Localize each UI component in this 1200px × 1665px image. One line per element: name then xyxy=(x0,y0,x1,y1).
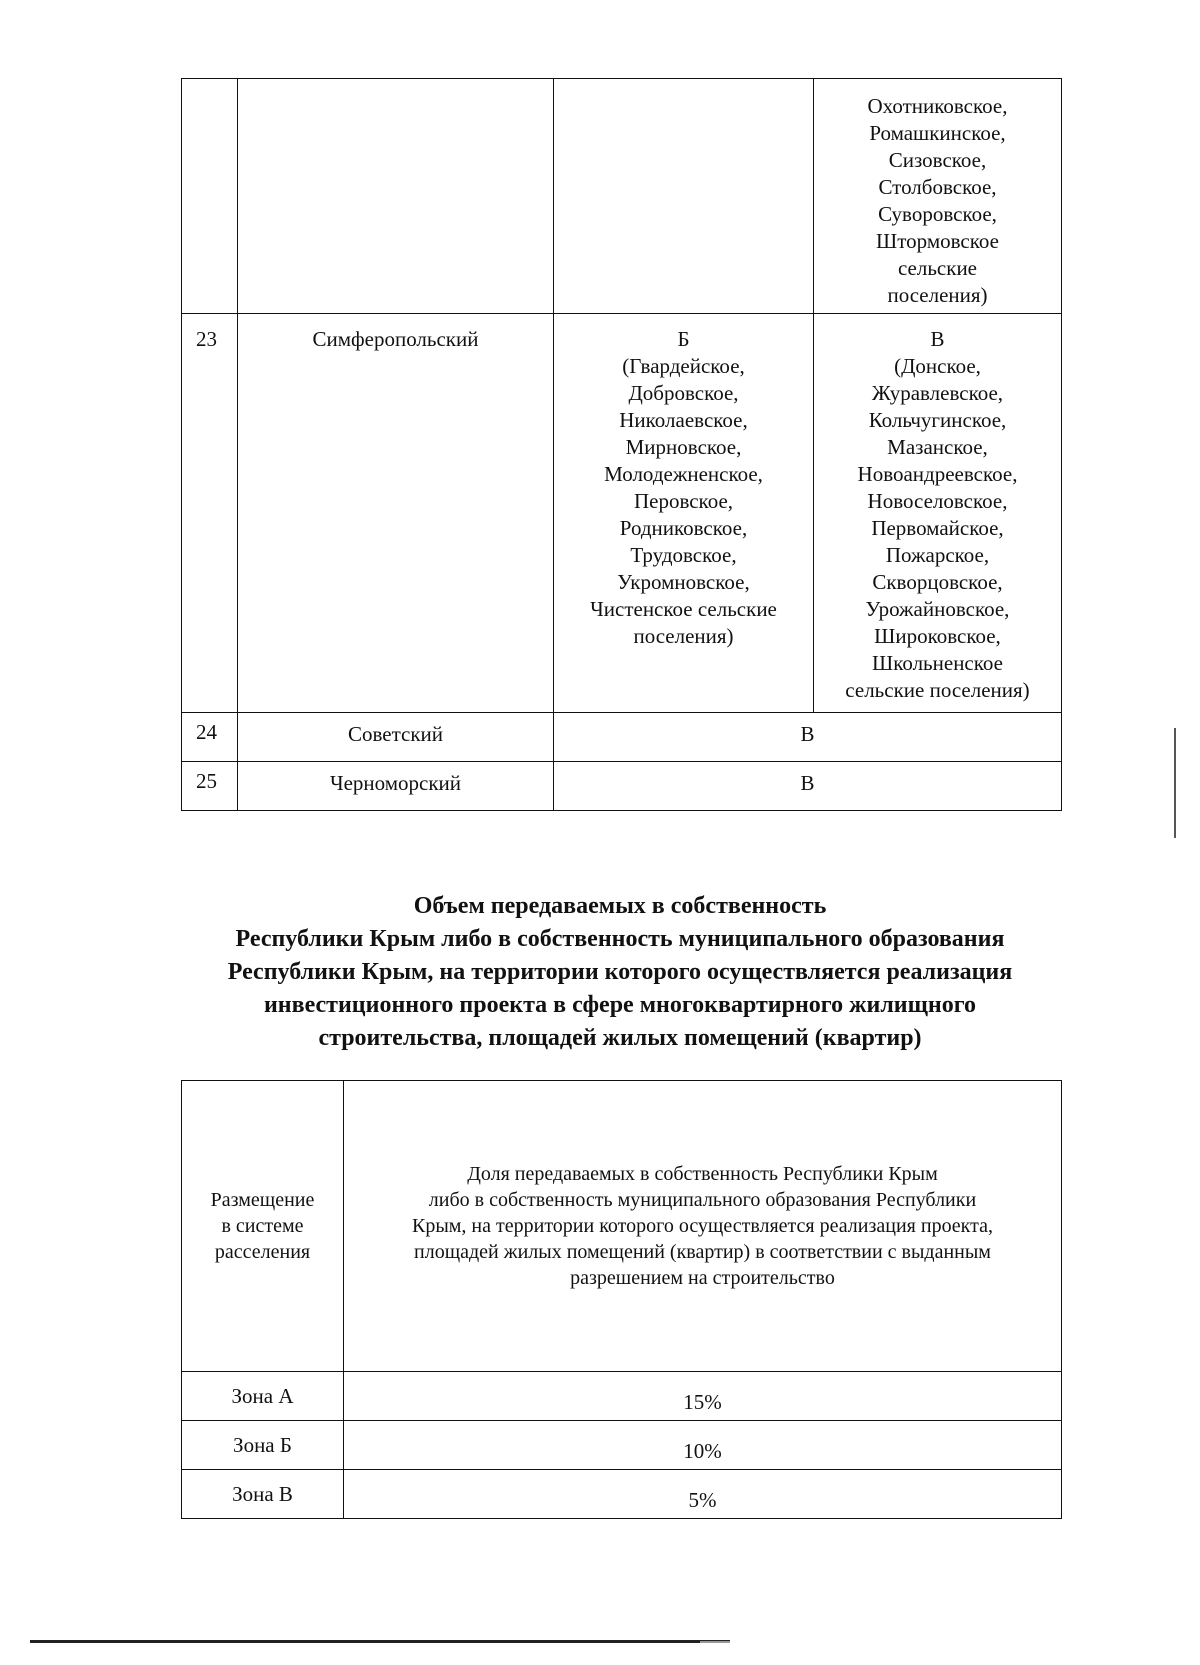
bottom-rule-tail xyxy=(700,1641,730,1643)
zone-v-list-cell xyxy=(814,314,1062,713)
header-placement xyxy=(182,1081,344,1372)
zone-name: Зона В xyxy=(182,1470,344,1519)
settlement-line: (Гвардейское, xyxy=(622,354,745,378)
settlement-line: Суворовское, xyxy=(878,202,997,226)
settlement-line: Мирновское, xyxy=(625,435,742,459)
scan-edge-mark xyxy=(1174,728,1176,838)
district-name: Симферопольский xyxy=(238,314,554,713)
settlement-line: (Донское, xyxy=(894,354,981,378)
settlement-line: Широковское, xyxy=(874,624,1001,648)
settlement-line: Ромашкинское, xyxy=(869,121,1006,145)
zone-title: Б xyxy=(677,327,690,351)
zone-title: В xyxy=(930,327,945,351)
header-line: разрешением на строительство xyxy=(570,1267,835,1289)
zone-share: 5% xyxy=(344,1470,1062,1519)
table-row xyxy=(182,1470,1062,1519)
settlement-line: Кольчугинское, xyxy=(868,408,1007,432)
table-row-23 xyxy=(182,314,1062,713)
settlement-line: Родниковское, xyxy=(619,516,748,540)
settlement-line: Укромновское, xyxy=(617,570,750,594)
heading-line: Республики Крым либо в собственность муниципального образования xyxy=(235,926,1005,952)
header-line: Доля передаваемых в собственность Республики Крым xyxy=(467,1163,938,1185)
settlement-line: Урожайновское, xyxy=(865,597,1010,621)
heading-line: строительства, площадей жилых помещений (квартир) xyxy=(318,1025,922,1051)
heading-line: Республики Крым, на территории которого осуществляется реализация xyxy=(227,959,1013,985)
table-row xyxy=(182,1421,1062,1470)
table-header-row xyxy=(182,1081,1062,1372)
header-share xyxy=(344,1081,1062,1372)
settlement-line: Перовское, xyxy=(633,489,734,513)
settlement-line: Пожарское, xyxy=(885,543,990,567)
settlement-line: Школьненское xyxy=(872,651,1003,675)
table-row-24 xyxy=(182,713,1062,762)
share-by-zone-table xyxy=(181,1080,1062,1519)
section-heading xyxy=(130,890,1110,1055)
table-row-25 xyxy=(182,762,1062,811)
settlement-line: сельские xyxy=(897,256,978,280)
settlement-line: Николаевское, xyxy=(619,408,748,432)
district-cell xyxy=(238,79,554,314)
zone-b-list-cell xyxy=(554,314,814,713)
settlement-line: Молодежненское, xyxy=(604,462,763,486)
settlement-line: Новоандреевское, xyxy=(857,462,1018,486)
header-line: площадей жилых помещений (квартир) в соответствии с выданным xyxy=(414,1241,991,1263)
settlement-line: поселения) xyxy=(887,283,988,307)
zone-share: 10% xyxy=(344,1421,1062,1470)
settlement-line: Столбовское, xyxy=(878,175,997,199)
header-line: расселения xyxy=(214,1241,311,1263)
settlement-line: Штормовское xyxy=(876,229,999,253)
zone-cell: В xyxy=(554,762,1062,811)
settlement-list-cell xyxy=(814,79,1062,314)
zone-cell: В xyxy=(554,713,1062,762)
row-number: 25 xyxy=(182,762,238,811)
settlement-line: Новоселовское, xyxy=(867,489,1008,513)
district-name: Черноморский xyxy=(238,762,554,811)
zone-share: 15% xyxy=(344,1372,1062,1421)
settlement-line: Добровское, xyxy=(628,381,739,405)
settlement-line: Скворцовское, xyxy=(872,570,1003,594)
settlement-line: Чистенское сельские xyxy=(590,597,777,621)
header-line: Крым, на территории которого осуществляется реализация проекта, xyxy=(411,1215,993,1237)
settlement-line: Мазанское, xyxy=(887,435,988,459)
table-row xyxy=(182,1372,1062,1421)
heading-line: инвестиционного проекта в сфере многоквартирного жилищного xyxy=(263,992,977,1018)
table-row-continuation xyxy=(182,79,1062,314)
settlement-line: Трудовское, xyxy=(630,543,737,567)
settlement-line: сельские поселения) xyxy=(845,678,1030,702)
header-line: в системе xyxy=(221,1215,304,1237)
row-number: 24 xyxy=(182,713,238,762)
zone-name: Зона А xyxy=(182,1372,344,1421)
heading-line: Объем передаваемых в собственность xyxy=(413,893,827,919)
row-number: 23 xyxy=(182,314,238,713)
settlement-line: поселения) xyxy=(633,624,734,648)
bottom-rule xyxy=(30,1640,730,1643)
header-line: Размещение xyxy=(210,1189,315,1211)
settlement-line: Первомайское, xyxy=(871,516,1004,540)
settlement-line: Охотниковское, xyxy=(867,94,1008,118)
zone-name: Зона Б xyxy=(182,1421,344,1470)
districts-zones-table xyxy=(181,78,1062,811)
zone-b-cell xyxy=(554,79,814,314)
settlement-line: Сизовское, xyxy=(888,148,987,172)
header-line: либо в собственность муниципального образования Республики xyxy=(428,1189,977,1211)
district-name: Советский xyxy=(238,713,554,762)
num-cell xyxy=(182,79,238,314)
settlement-line: Журавлевское, xyxy=(871,381,1004,405)
